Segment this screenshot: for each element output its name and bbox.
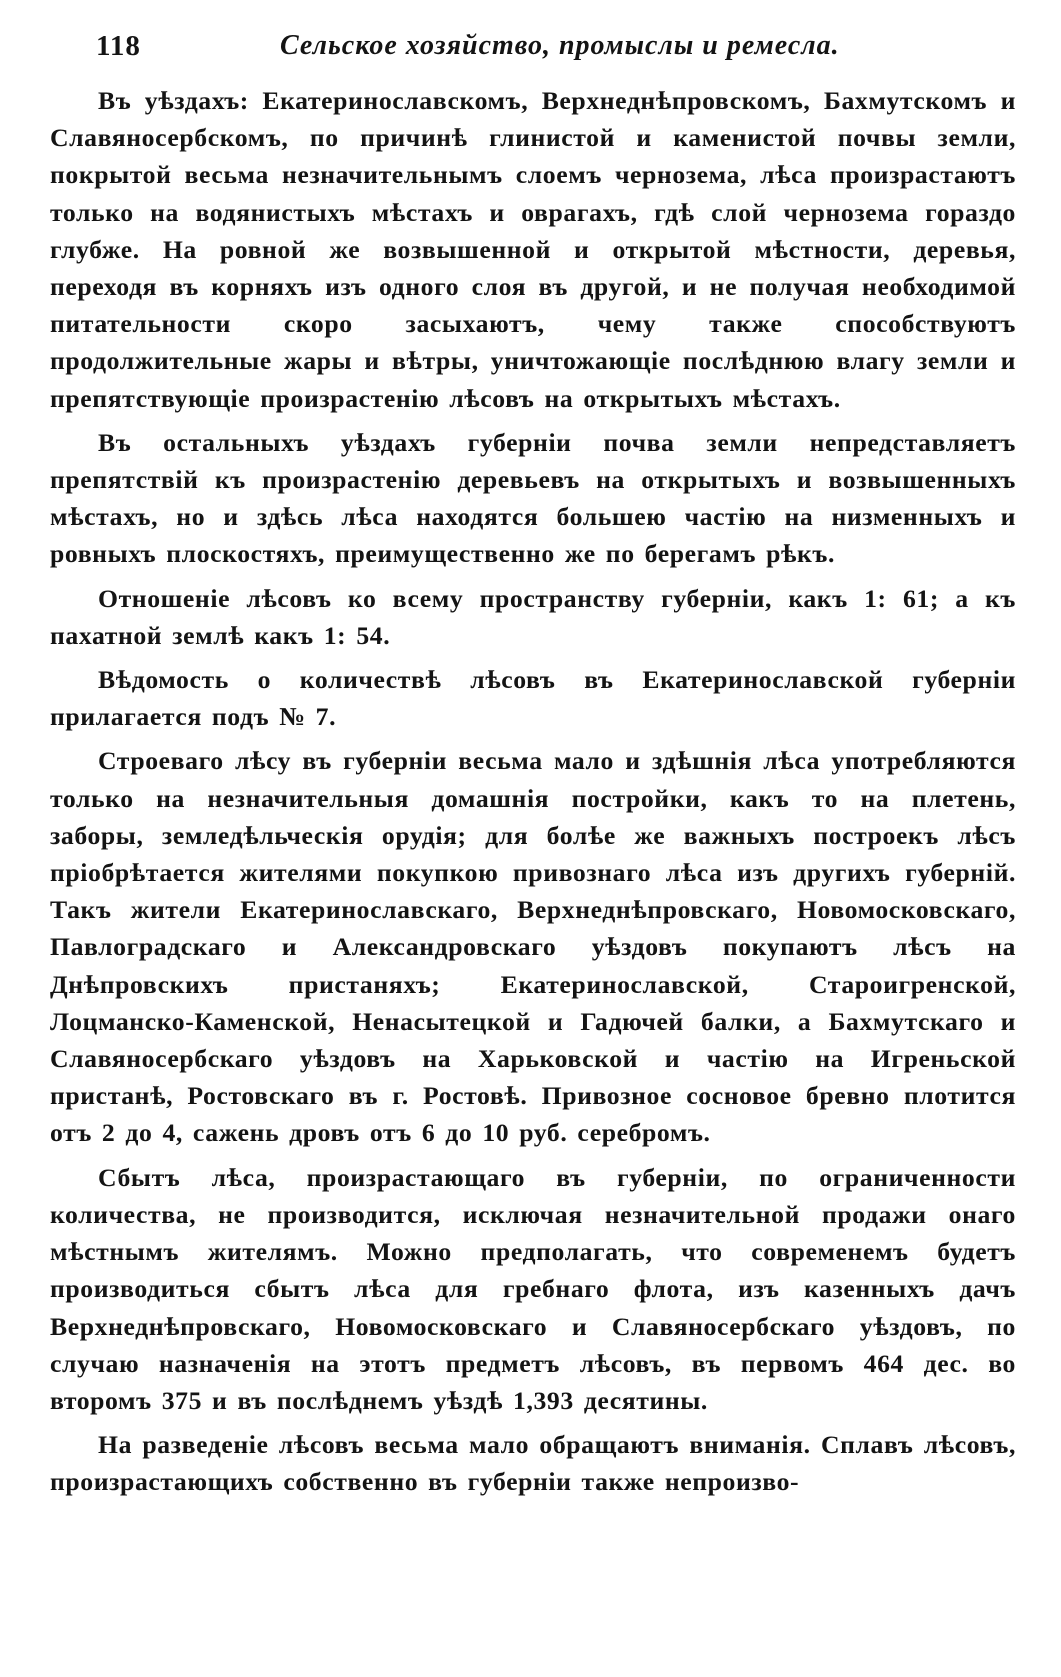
running-title: Сельское хозяйство, промыслы и ремесла. [280, 30, 840, 61]
paragraph-2: Въ остальныхъ уѣздахъ губерніи почва земли непредставляетъ препятствій къ произрастенію деревьевъ на открытыхъ и возвышенныхъ мѣстахъ, но и здѣсь лѣса находятся большею частію на низменныхъ и ровныхъ плоскостяхъ, преимущественно же по берегамъ рѣкъ. [50, 427, 1016, 569]
body-text [50, 82, 1016, 1501]
paragraph-6: Сбытъ лѣса, произрастающаго въ губерніи, по ограниченности количества, не производится, исключая незначительной продажи онаго мѣстнымъ жителямъ. Можно предполагать, что современемъ будетъ производиться сбытъ лѣса для гребнаго флота, изъ казенныхъ дачъ Верхнеднѣпровскаго, Новомосковскаго и Славяносербскаго уѣздовъ, по случаю назначенія на этотъ предметъ лѣсовъ, въ первомъ 464 дес. во второмъ 375 и въ послѣднемъ уѣздѣ 1,393 десятины. [50, 1162, 1016, 1415]
paragraph-4: Вѣдомость о количествѣ лѣсовъ въ Екатеринославской губерніи прилагается подъ № 7. [50, 665, 1016, 732]
paragraph-1: Въ уѣздахъ: Екатеринославскомъ, Верхнеднѣпровскомъ, Бахмутскомъ и Славяносербскомъ, по причинѣ глинистой и каменистой почвы земли, покрытой весьма незначительнымъ слоемъ чернозема, лѣса произрастаютъ только на водянистыхъ мѣстахъ и оврагахъ, гдѣ слой чернозема гораздо глубже. На ровной же возвышенной и открытой мѣстности, деревья, переходя въ корняхъ изъ одного слоя въ другой, и не получая необходимой питательности скоро засыхаютъ, чему также способствуютъ продолжительные жары и вѣтры, уничтожающіе послѣднюю влагу земли и препятствующіе произрастенію лѣсовъ на открытыхъ мѣстахъ. [50, 86, 1016, 413]
page-number: 118 [96, 30, 141, 62]
paragraph-5: Строеваго лѣсу въ губерніи весьма мало и здѣшнія лѣса употребляются только на незначительныя домашнія постройки, какъ то на плетень, заборы, земледѣльческія орудія; для болѣе же важныхъ построекъ лѣсъ пріобрѣтается жителями покупкою привознаго лѣса изъ другихъ губерній. Такъ жители Екатеринославскаго, Верхнеднѣпровскаго, Новомосковскаго, Павлоградскаго и Александровскаго уѣздовъ покупаютъ лѣсъ на Днѣпровскихъ пристаняхъ; Екатеринославской, Староигренской, Лоцманско-Каменской, Ненасытецкой и Гадючей балки, а Бахмутскаго и Славяносербскаго уѣздовъ на Харьковской и частію на Игреньской пристанѣ, Ростовскаго въ г. Ростовѣ. Привозное сосновое бревно плотится отъ 2 до 4, сажень дровъ отъ 6 до 10 руб. серебромъ. [50, 746, 1016, 1148]
paragraph-7: На разведеніе лѣсовъ весьма мало обращаютъ вниманія. Сплавъ лѣсовъ, произрастающихъ собственно въ губерніи также непроизво- [50, 1430, 1016, 1497]
running-head [50, 28, 1016, 72]
paragraph-3: Отношеніе лѣсовъ ко всему пространству губерніи, какъ 1: 61; а къ пахатной землѣ какъ 1: 54. [50, 583, 1016, 650]
book-page [50, 28, 1016, 1658]
